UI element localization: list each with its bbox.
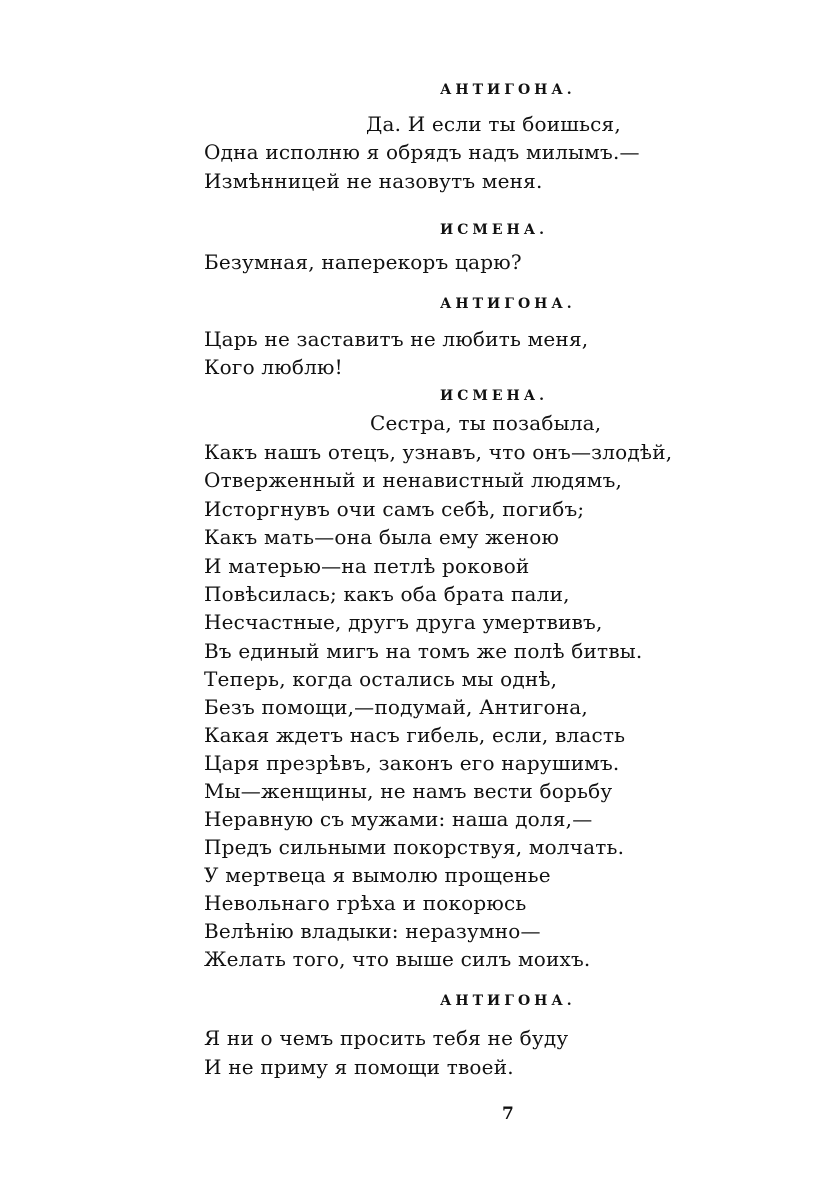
verse-line: Какъ нашъ отецъ, узнавъ, что онъ—злодѣй, bbox=[204, 440, 673, 464]
verse-line: Повѣсилась; какъ оба брата пали, bbox=[204, 582, 570, 606]
verse-line: У мертвеца я вымолю прощенье bbox=[204, 863, 551, 887]
verse-line: Я ни о чемъ просить тебя не буду bbox=[204, 1026, 569, 1050]
verse-line: Невольнаго грѣха и покорюсь bbox=[204, 891, 527, 915]
verse-line: Одна исполню я обрядъ надъ милымъ.— bbox=[204, 140, 640, 164]
speaker-heading: АНТИГОНА. bbox=[440, 296, 576, 312]
verse-line: Какая ждетъ насъ гибель, если, власть bbox=[204, 723, 626, 747]
verse-line: Неравную съ мужами: наша доля,— bbox=[204, 807, 593, 831]
verse-line: Отверженный и ненавистный людямъ, bbox=[204, 468, 623, 492]
speaker-heading: ИСМЕНА. bbox=[440, 222, 549, 238]
verse-line: Исторгнувъ очи самъ себѣ, погибъ; bbox=[204, 497, 585, 521]
speaker-heading: АНТИГОНА. bbox=[440, 993, 576, 1009]
verse-line: И не приму я помощи твоей. bbox=[204, 1055, 514, 1079]
verse-line: Желать того, что выше силъ моихъ. bbox=[204, 947, 591, 971]
page-number: 7 bbox=[502, 1104, 514, 1124]
speaker-heading: АНТИГОНА. bbox=[440, 82, 576, 98]
verse-line: Какъ мать—она была ему женою bbox=[204, 525, 560, 549]
verse-line: Измѣнницей не назовутъ меня. bbox=[204, 169, 543, 193]
verse-line: Царь не заставитъ не любить меня, bbox=[204, 327, 589, 351]
verse-line: Безумная, наперекоръ царю? bbox=[204, 250, 522, 274]
speaker-heading: ИСМЕНА. bbox=[440, 388, 549, 404]
verse-line: Кого люблю! bbox=[204, 355, 343, 379]
verse-line: Царя презрѣвъ, законъ его нарушимъ. bbox=[204, 751, 620, 775]
verse-line: Несчастные, другъ друга умертвивъ, bbox=[204, 610, 603, 634]
verse-line: И матерью—на петлѣ роковой bbox=[204, 554, 530, 578]
verse-line: Теперь, когда остались мы однѣ, bbox=[204, 667, 558, 691]
verse-line: Мы—женщины, не намъ вести борьбу bbox=[204, 779, 613, 803]
verse-line: Предъ сильными покорствуя, молчать. bbox=[204, 835, 625, 859]
verse-line: Да. И если ты боишься, bbox=[366, 112, 621, 136]
verse-line: Велѣнію владыки: неразумно— bbox=[204, 919, 541, 943]
verse-line: Безъ помощи,—подумай, Антигона, bbox=[204, 695, 588, 719]
verse-line: Въ единый мигъ на томъ же полѣ битвы. bbox=[204, 639, 643, 663]
verse-line: Сестра, ты позабыла, bbox=[370, 411, 602, 435]
